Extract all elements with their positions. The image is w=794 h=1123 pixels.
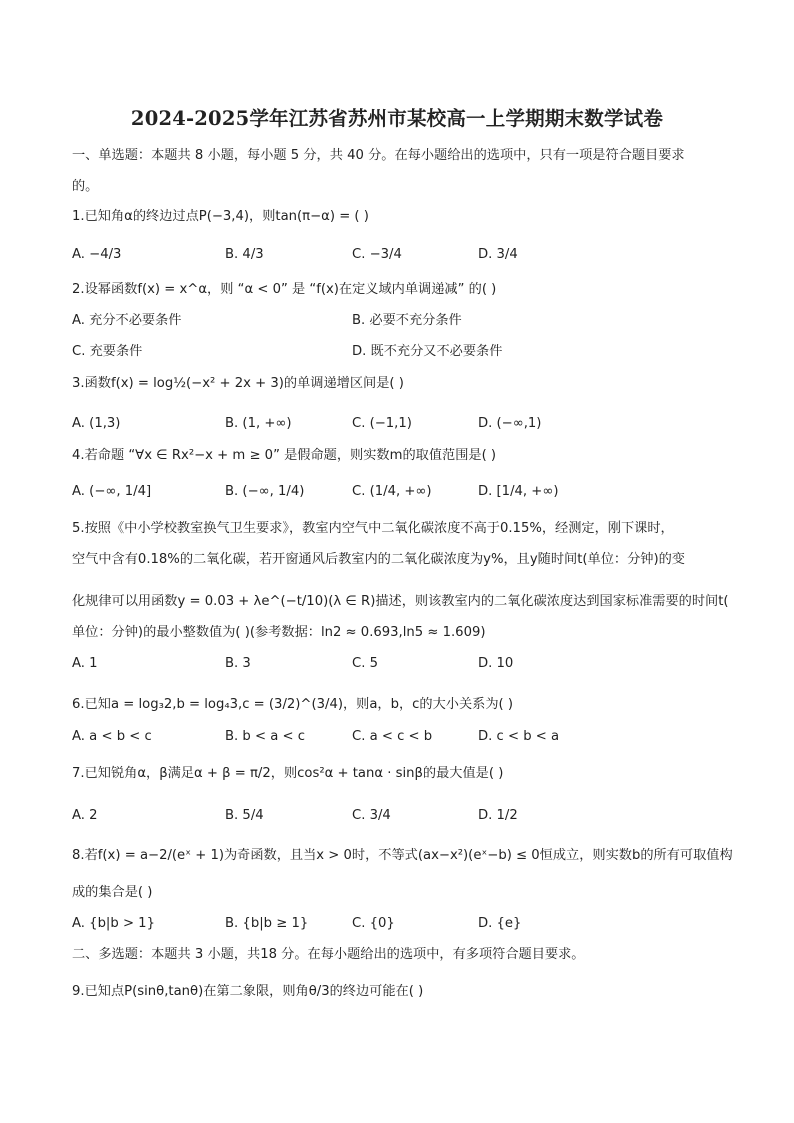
question-2-option-c: C. 充要条件: [72, 344, 143, 359]
question-8-line1: 8.若f(x) = a−2/(eˣ + 1)为奇函数，且当x > 0时，不等式(ax−x²)(eˣ−b) ≤ 0恒成立，则实数b的所有可取值构: [72, 848, 733, 863]
section2-heading: 二、多选题：本题共 3 小题，共18 分。在每小题给出的选项中，有多项符合题目要求。: [72, 947, 585, 962]
section1-heading-line1: 一、单选题：本题共 8 小题，每小题 5 分，共 40 分。在每小题给出的选项中，只有一项是符合题目要求: [72, 148, 685, 163]
page-title: 2024-2025学年江苏省苏州市某校高一上学期期末数学试卷: [130, 107, 664, 130]
question-6-option-c: C. a < c < b: [352, 729, 433, 744]
question-6-stem: 6.已知a = log₃2,b = log₄3,c = (3/2)^(3/4)，则a，b，c的大小关系为( ): [72, 697, 514, 712]
question-3-option-c: C. (−1,1): [352, 416, 412, 431]
question-8-line2: 成的集合是( ): [72, 885, 153, 900]
question-2-option-a: A. 充分不必要条件: [72, 313, 182, 328]
question-6-option-b: B. b < a < c: [225, 729, 306, 744]
question-6-option-a: A. a < b < c: [72, 729, 152, 744]
question-2-option-d: D. 既不充分又不必要条件: [352, 344, 503, 359]
question-4-option-b: B. (−∞, 1/4): [225, 484, 305, 499]
question-4-option-d: D. [1/4, +∞): [478, 484, 559, 499]
question-1-stem: 1.已知角α的终边过点P(−3,4)，则tan(π−α) = ( ): [72, 209, 369, 224]
question-1-option-b: B. 4/3: [225, 247, 264, 262]
question-5-option-d: D. 10: [478, 656, 514, 671]
question-6-option-d: D. c < b < a: [478, 729, 560, 744]
question-5-line4: 单位：分钟)的最小整数值为( )(参考数据：ln2 ≈ 0.693,ln5 ≈ 1.609): [72, 625, 486, 640]
question-9-stem: 9.已知点P(sinθ,tanθ)在第二象限，则角θ/3的终边可能在( ): [72, 984, 424, 999]
question-7-option-c: C. 3/4: [352, 808, 391, 823]
question-5-line3: 化规律可以用函数y = 0.03 + λe^(−t/10)(λ ∈ R)描述，则该教室内的二氧化碳浓度达到国家标准需要的时间t(: [72, 594, 729, 609]
question-4-option-c: C. (1/4, +∞): [352, 484, 432, 499]
question-4-option-a: A. (−∞, 1/4]: [72, 484, 152, 499]
question-8-option-c: C. {0}: [352, 916, 395, 931]
question-4-stem: 4.若命题 “∀x ∈ Rx²−x + m ≥ 0” 是假命题，则实数m的取值范围是( ): [72, 448, 497, 463]
question-3-option-a: A. (1,3): [72, 416, 121, 431]
question-1-option-a: A. −4/3: [72, 247, 122, 262]
question-3-option-d: D. (−∞,1): [478, 416, 542, 431]
question-5-line1: 5.按照《中小学校教室换气卫生要求》，教室内空气中二氧化碳浓度不高于0.15%，经测定，刚下课时，: [72, 521, 674, 536]
question-3-option-b: B. (1, +∞): [225, 416, 292, 431]
question-7-option-b: B. 5/4: [225, 808, 264, 823]
question-8-option-d: D. {e}: [478, 916, 522, 931]
question-5-line2: 空气中含有0.18%的二氧化碳，若开窗通风后教室内的二氧化碳浓度为y%，且y随时间t(单位：分钟)的变: [72, 552, 685, 567]
question-1-option-c: C. −3/4: [352, 247, 402, 262]
question-2-option-b: B. 必要不充分条件: [352, 313, 462, 328]
question-7-option-a: A. 2: [72, 808, 98, 823]
question-5-option-b: B. 3: [225, 656, 251, 671]
question-8-option-a: A. {b|b > 1}: [72, 916, 155, 931]
question-7-stem: 7.已知锐角α，β满足α + β = π/2，则cos²α + tanα · sinβ的最大值是( ): [72, 766, 504, 781]
section1-heading-line2: 的。: [72, 179, 99, 194]
question-5-option-a: A. 1: [72, 656, 98, 671]
question-5-option-c: C. 5: [352, 656, 378, 671]
question-8-option-b: B. {b|b ≥ 1}: [225, 916, 309, 931]
question-7-option-d: D. 1/2: [478, 808, 518, 823]
question-2-stem: 2.设幂函数f(x) = x^α，则 “α < 0” 是 “f(x)在定义域内单调递减” 的( ): [72, 282, 497, 297]
question-1-option-d: D. 3/4: [478, 247, 518, 262]
question-3-stem: 3.函数f(x) = log½(−x² + 2x + 3)的单调递增区间是( ): [72, 376, 404, 391]
